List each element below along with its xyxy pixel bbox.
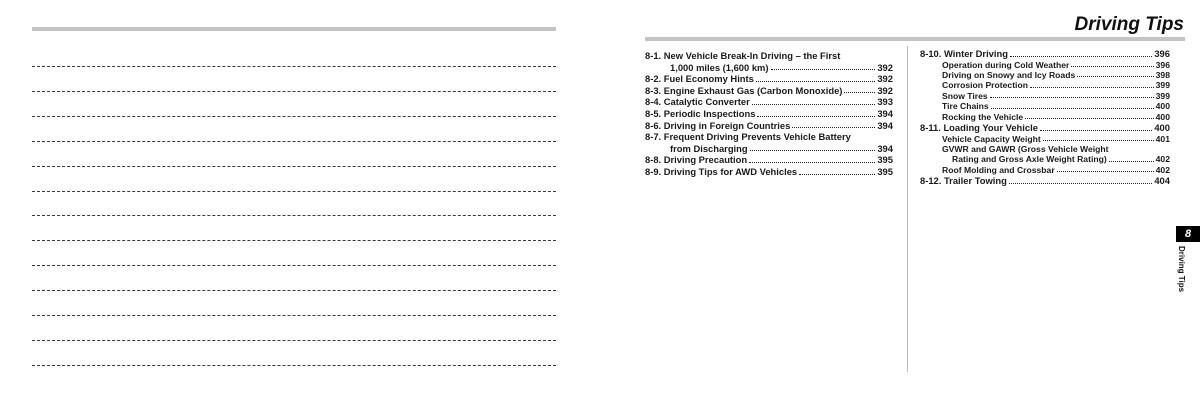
toc-entry[interactable] <box>645 154 893 166</box>
toc-entry-title: 8-9. Driving Tips for AWD Vehicles <box>645 165 798 177</box>
toc-entry[interactable] <box>920 165 1170 175</box>
toc-page-number: 396 <box>1155 59 1170 70</box>
toc-leader-dots <box>991 107 1154 109</box>
note-line <box>32 340 556 341</box>
toc-entry[interactable] <box>920 122 1170 134</box>
left-page-header-rule <box>32 27 556 31</box>
toc-page-number: 399 <box>1155 90 1170 101</box>
toc-leader-dots <box>749 161 875 163</box>
toc-page-number: 402 <box>1155 164 1170 175</box>
note-line <box>32 240 556 241</box>
column-divider <box>907 46 908 372</box>
toc-entry[interactable] <box>920 48 1170 60</box>
toc-entry-title: Rating and Gross Axle Weight Rating) <box>952 154 1107 165</box>
chapter-title: Driving Tips <box>1074 14 1184 35</box>
toc-entry-title: 8-3. Engine Exhaust Gas (Carbon Monoxide) <box>645 84 843 96</box>
toc-page-number: 393 <box>877 96 893 108</box>
toc-leader-dots <box>1009 182 1153 184</box>
toc-entry[interactable] <box>920 175 1170 187</box>
note-line <box>32 215 556 216</box>
toc-page-number: 394 <box>877 142 893 154</box>
toc-page-number: 395 <box>877 154 893 166</box>
toc-entry <box>920 144 1170 154</box>
chapter-thumb-tab[interactable]: 8 <box>1176 226 1200 242</box>
toc-entry-title: Snow Tires <box>942 90 988 101</box>
toc-leader-dots <box>771 68 876 70</box>
toc-entry-title: 8-8. Driving Precaution <box>645 154 748 166</box>
toc-entry[interactable] <box>920 112 1170 122</box>
toc-entry[interactable] <box>645 166 893 178</box>
toc-leader-dots <box>750 149 876 151</box>
toc-leader-dots <box>1010 55 1152 57</box>
toc-page-number: 396 <box>1154 48 1170 59</box>
toc-page-number: 400 <box>1154 122 1170 134</box>
toc-page-number: 402 <box>1155 154 1170 165</box>
toc-page-number: 395 <box>877 165 893 177</box>
toc-leader-dots <box>990 96 1154 98</box>
note-line <box>32 166 556 167</box>
toc-leader-dots <box>752 103 876 105</box>
toc-entry-title: Rocking the Vehicle <box>942 111 1024 122</box>
toc-page-number: 392 <box>877 84 893 96</box>
toc-leader-dots <box>1077 75 1153 77</box>
note-line <box>32 141 556 142</box>
toc-entry[interactable] <box>645 96 893 108</box>
chapter-thumb-label <box>1176 246 1196 306</box>
toc-leader-dots <box>1109 160 1154 162</box>
toc-entry-title: 8-6. Driving in Foreign Countries <box>645 119 791 131</box>
toc-entry[interactable] <box>645 62 893 74</box>
toc-leader-dots <box>1043 139 1154 141</box>
note-line <box>32 315 556 316</box>
toc-leader-dots <box>1057 170 1154 172</box>
note-line <box>32 116 556 117</box>
toc-entry-title: Vehicle Capacity Weight <box>942 133 1041 144</box>
toc-entry[interactable] <box>645 143 893 155</box>
toc-entry <box>645 131 893 143</box>
toc-entry-title: 8-2. Fuel Economy Hints <box>645 73 754 85</box>
toc-page-number: 392 <box>877 73 893 85</box>
toc-page-number: 398 <box>1155 70 1170 80</box>
toc-entry[interactable] <box>920 101 1170 111</box>
note-line <box>32 365 556 366</box>
toc-entry-title: 8-10. Winter Driving <box>920 48 1008 59</box>
note-line <box>32 66 556 67</box>
toc-column-left <box>645 50 893 178</box>
toc-page-number: 392 <box>877 61 893 73</box>
toc-leader-dots <box>757 115 875 117</box>
toc-entry[interactable] <box>645 85 893 97</box>
toc-entry[interactable] <box>920 70 1170 80</box>
toc-page-number: 401 <box>1155 133 1170 144</box>
toc-page-number: 399 <box>1155 80 1170 91</box>
note-line <box>32 290 556 291</box>
toc-entry-title: Driving on Snowy and Icy Roads <box>942 70 1076 80</box>
toc-leader-dots <box>1071 65 1153 67</box>
toc-entry <box>645 50 893 62</box>
toc-column-right <box>920 48 1170 187</box>
note-line <box>32 191 556 192</box>
right-page-header-rule <box>645 37 1185 41</box>
toc-leader-dots <box>844 91 875 93</box>
toc-page-number: 394 <box>877 107 893 119</box>
toc-entry-title: 8-11. Loading Your Vehicle <box>920 122 1038 134</box>
toc-entry[interactable] <box>645 73 893 85</box>
toc-page-number: 404 <box>1154 175 1170 187</box>
toc-entry[interactable] <box>920 80 1170 90</box>
toc-entry-title: 8-5. Periodic Inspections <box>645 107 756 119</box>
toc-entry[interactable] <box>920 60 1170 70</box>
toc-entry-title: 8-12. Trailer Towing <box>920 175 1007 187</box>
toc-entry-title: Roof Molding and Crossbar <box>942 164 1055 175</box>
note-line <box>32 91 556 92</box>
toc-page-number: 400 <box>1155 101 1170 112</box>
toc-leader-dots <box>756 80 875 82</box>
toc-entry[interactable] <box>645 120 893 132</box>
toc-entry-title: Tire Chains <box>942 101 989 112</box>
note-line <box>32 265 556 266</box>
toc-entry[interactable] <box>920 91 1170 101</box>
toc-leader-dots <box>1030 86 1154 88</box>
toc-entry-title: 8-1. New Vehicle Break-In Driving – the First <box>645 50 841 61</box>
toc-leader-dots <box>1025 117 1153 119</box>
toc-leader-dots <box>1040 129 1152 131</box>
toc-entry-title: Operation during Cold Weather <box>942 59 1070 70</box>
toc-entry-title: 8-4. Catalytic Converter <box>645 96 750 108</box>
toc-entry[interactable] <box>920 134 1170 144</box>
toc-leader-dots <box>799 173 875 175</box>
toc-entry-title: 8-7. Frequent Driving Prevents Vehicle Battery <box>645 131 851 143</box>
chapter-thumb-label-text: Driving Tips <box>1177 246 1186 293</box>
toc-entry[interactable] <box>920 154 1170 164</box>
toc-leader-dots <box>792 126 875 128</box>
toc-entry-title: from Discharging <box>670 142 748 154</box>
toc-entry-title: 1,000 miles (1,600 km) <box>670 61 769 73</box>
toc-page-number: 394 <box>877 119 893 131</box>
toc-entry[interactable] <box>645 108 893 120</box>
toc-page-number: 400 <box>1155 111 1170 122</box>
toc-entry-title: Corrosion Protection <box>942 80 1028 91</box>
toc-entry-title: GVWR and GAWR (Gross Vehicle Weight <box>942 144 1109 155</box>
